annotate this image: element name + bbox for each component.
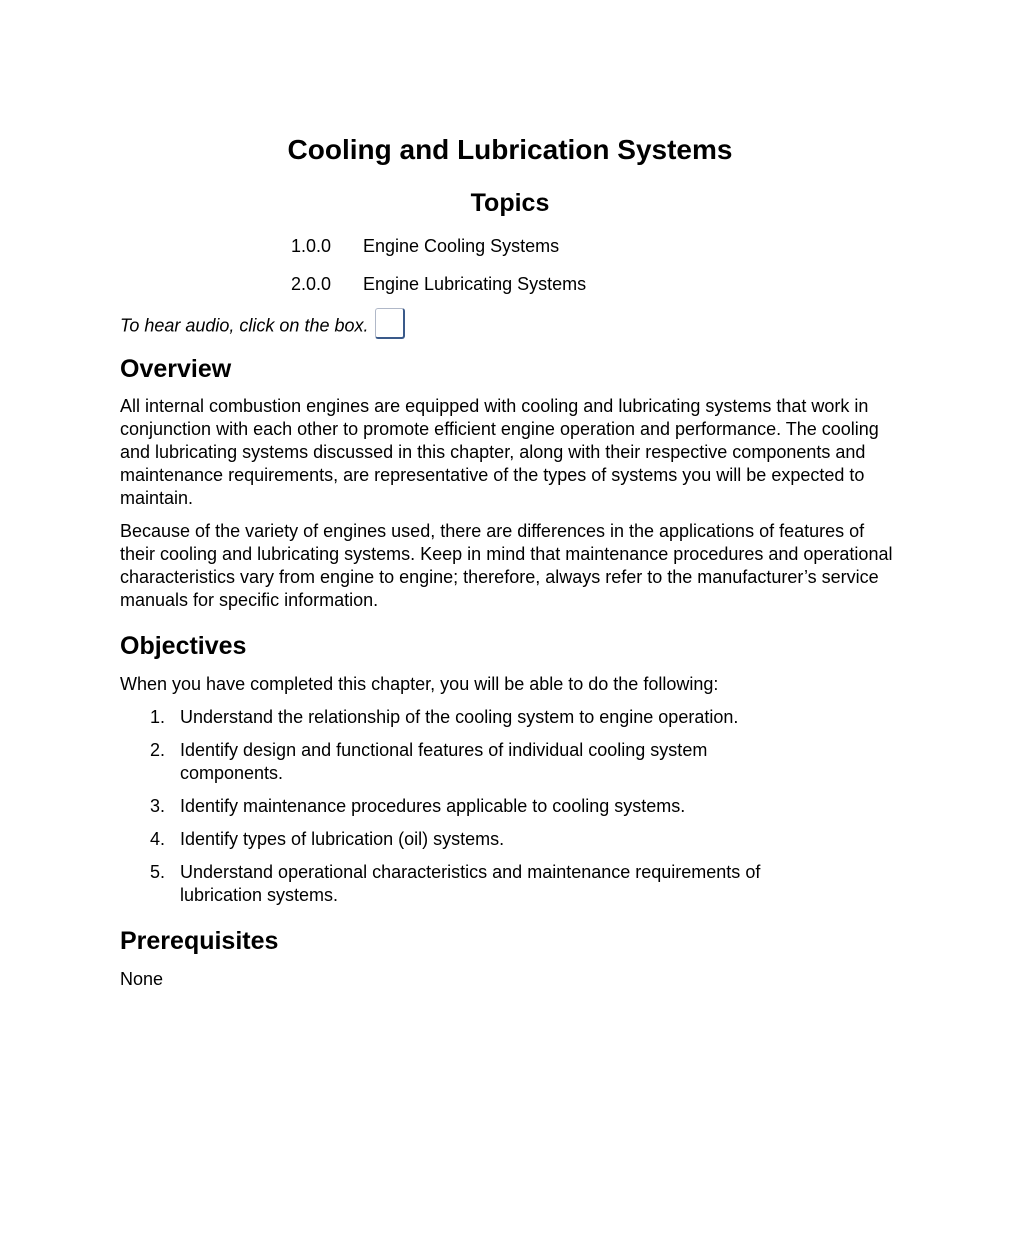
topic-item[interactable] <box>291 274 586 295</box>
topic-label: Engine Cooling Systems <box>363 236 560 256</box>
objective-item <box>150 828 850 851</box>
audio-checkbox[interactable] <box>375 308 405 339</box>
objective-text: Identify types of lubrication (oil) systems. <box>180 829 505 849</box>
objective-text: Understand the relationship of the cooling system to engine operation. <box>180 707 739 727</box>
objective-text: Identify design and functional features of individual cooling system components. <box>180 740 708 783</box>
audio-prompt-text: To hear audio, click on the box. <box>120 315 369 336</box>
objectives-intro: When you have completed this chapter, you will be able to do the following: <box>120 674 719 694</box>
topic-number: 1.0.0 <box>291 236 332 256</box>
objective-number: 5. <box>150 862 166 882</box>
objective-number: 4. <box>150 829 166 849</box>
page-title: Cooling and Lubrication Systems <box>287 134 733 165</box>
objective-number: 1. <box>150 707 166 727</box>
topics-heading: Topics <box>470 189 550 217</box>
objective-text: Understand operational characteristics and maintenance requirements of lubrication systems. <box>180 862 761 905</box>
objectives-heading: Objectives <box>120 632 247 660</box>
topic-number: 2.0.0 <box>291 274 332 294</box>
prerequisites-heading: Prerequisites <box>120 927 279 955</box>
topic-label: Engine Lubricating Systems <box>363 274 587 294</box>
objective-item <box>150 861 840 907</box>
objective-text: Identify maintenance procedures applicable to cooling systems. <box>180 796 686 816</box>
objective-number: 2. <box>150 740 166 760</box>
objective-number: 3. <box>150 796 166 816</box>
overview-heading: Overview <box>120 355 232 383</box>
audio-prompt <box>120 311 405 342</box>
prerequisites-text: None <box>120 969 164 989</box>
objective-item <box>150 706 850 729</box>
objective-item <box>150 795 850 818</box>
overview-paragraph: All internal combustion engines are equipped with cooling and lubricating systems that work in conjunction with each other to promote efficient engine operation and performance. The cooling and lubricating systems discussed in this chapter, along with their respective components and maintenance requirements, are representative of the types of systems you will be expected to maintain. <box>120 396 879 508</box>
objective-item <box>150 739 770 785</box>
topic-item[interactable] <box>291 236 559 257</box>
overview-paragraph: Because of the variety of engines used, there are differences in the applications of features of their cooling and lubricating systems. Keep in mind that maintenance procedures and operational characteristics vary from engine to engine; therefore, always refer to the manufacturer’s service manuals for specific information. <box>120 521 893 610</box>
